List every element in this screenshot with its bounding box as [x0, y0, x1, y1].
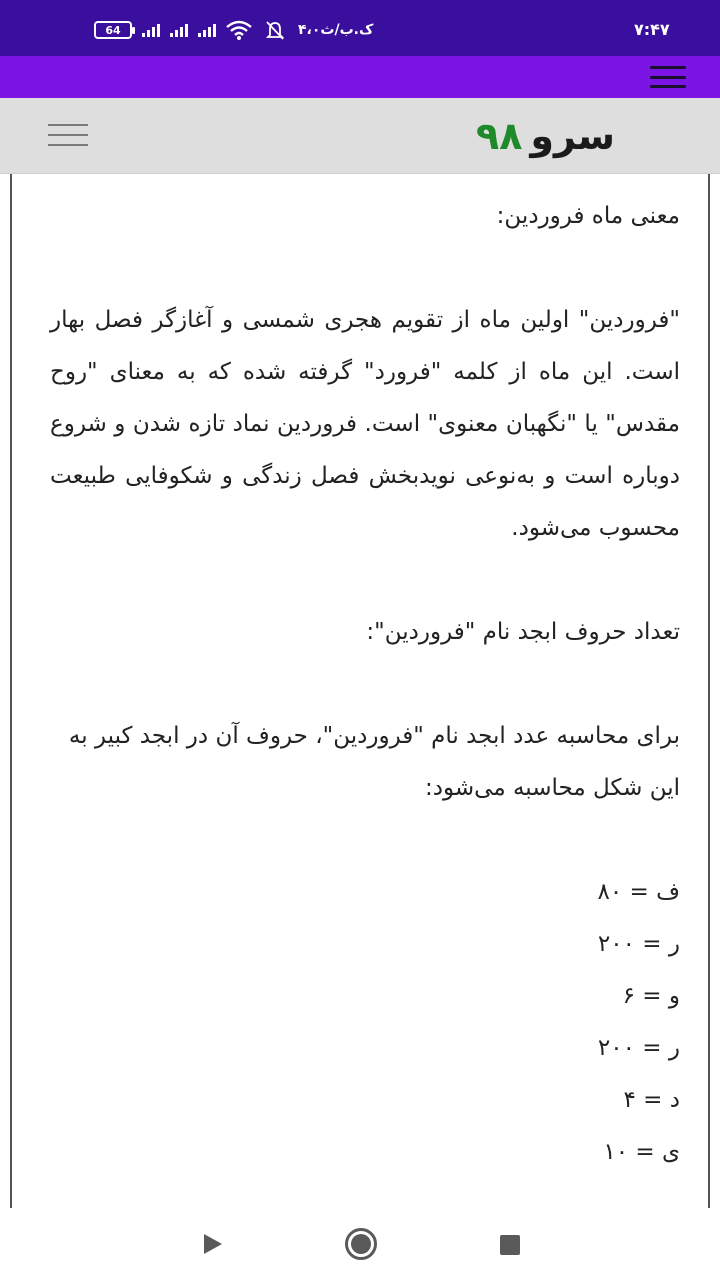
hamburger-icon[interactable]	[650, 66, 686, 88]
list-item: ی = ۱۰	[603, 1139, 680, 1165]
wifi-icon	[226, 20, 252, 40]
logo-word: سرو	[530, 114, 616, 158]
signal-icon	[142, 23, 160, 37]
section-heading: تعداد حروف ابجد نام "فروردین":	[366, 619, 680, 645]
list-item: ف = ۸۰	[597, 879, 680, 905]
list-item: ر = ۲۰۰	[597, 931, 680, 957]
list-item: د = ۴	[623, 1087, 680, 1113]
hamburger-icon[interactable]	[48, 124, 88, 146]
site-header	[0, 98, 720, 174]
home-icon[interactable]	[345, 1228, 377, 1260]
paragraph: "فروردین" اولین ماه از تقویم هجری شمسی و آغازگر فصل بهار است. این ماه از کلمه "فرورد" گرفته شده که به معنای "روح مقدس" یا "نگهبان معنوی" است. فروردین نماد تازه شدن و شروع دوباره است و به‌نوعی نویدبخش فصل زندگی و شکوفایی طبیعت محسوب می‌شود.	[50, 307, 680, 541]
article-container	[10, 174, 710, 1208]
recents-icon[interactable]	[500, 1235, 520, 1255]
logo-number: ۹۸	[476, 114, 523, 158]
status-icons	[94, 18, 373, 42]
site-logo[interactable]	[476, 106, 615, 166]
battery-icon	[94, 21, 132, 39]
signal-icon	[170, 23, 188, 37]
paragraph: برای محاسبه عدد ابجد نام "فروردین"، حروف آن در ابجد کبیر به این شکل محاسبه می‌شود:	[68, 723, 680, 801]
signal-icon	[198, 23, 216, 37]
back-icon[interactable]	[204, 1234, 222, 1254]
navigation-bar	[0, 1208, 720, 1280]
battery-level: 64	[105, 23, 121, 37]
top-bar	[0, 56, 720, 98]
list-item: ر = ۲۰۰	[597, 1035, 680, 1061]
status-time: ۷:۴۷	[634, 20, 670, 39]
status-bar	[0, 0, 720, 56]
mute-icon	[262, 20, 288, 40]
list-item: و = ۶	[622, 983, 680, 1009]
section-heading: معنی ماه فروردین:	[496, 203, 680, 229]
abjad-list	[50, 866, 680, 1178]
article	[50, 190, 680, 1178]
network-speed: ۴،۰ک.ب/ث	[298, 22, 374, 38]
